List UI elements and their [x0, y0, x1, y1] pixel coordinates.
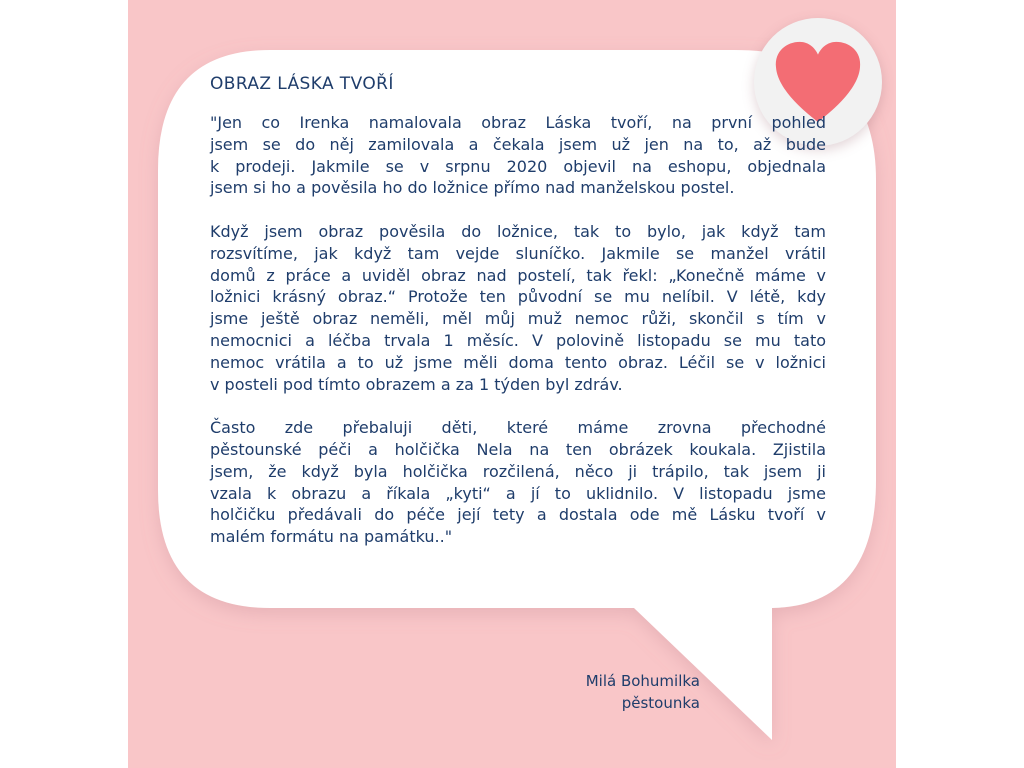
text-line: v posteli pod tímto obrazem a za 1 týden byl zdráv.: [210, 374, 623, 394]
text-line: nemocnici a léčba trvala 1 měsíc. V polovině listopadu se mu tato: [210, 330, 826, 350]
testimonial-title: OBRAZ LÁSKA TVOŘÍ: [210, 74, 394, 94]
testimonial-body: [210, 112, 826, 570]
signature: [586, 670, 700, 714]
testimonial-paragraph: [210, 417, 826, 548]
text-line: jsem se do něj zamilovala a čekala jsem už jen na to, až bude: [210, 134, 826, 154]
signature-role: pěstounka: [621, 694, 700, 712]
text-line: domů z práce a uviděl obraz nad postelí, tak řekl: „Konečně máme v: [210, 265, 826, 285]
text-line: k prodeji. Jakmile se v srpnu 2020 objevil na eshopu, objednala: [210, 156, 826, 176]
text-line: Často zde přebaluji děti, které máme zrovna přechodné: [210, 418, 826, 438]
text-line: pěstounské péči a holčička Nela na ten obrázek koukala. Zjistila: [210, 439, 826, 459]
text-line: ložnici krásný obraz.“ Protože ten původní se mu nelíbil. V létě, kdy: [210, 287, 826, 307]
testimonial-paragraph: [210, 112, 826, 199]
text-line: jsme ještě obraz neměli, měl můj muž nemoc růži, skončil s tím v: [210, 309, 826, 329]
text-line: jsem si ho a pověsila ho do ložnice přímo nad manželskou postel.: [210, 178, 735, 198]
text-line: Když jsem obraz pověsila do ložnice, tak to bylo, jak když tam: [210, 221, 826, 241]
text-line: vzala k obrazu a říkala „kyti“ a jí to uklidnilo. V listopadu jsme: [210, 483, 826, 503]
text-line: rozsvítíme, jak když tam vejde sluníčko. Jakmile se manžel vrátil: [210, 243, 826, 263]
signature-name: Milá Bohumilka: [585, 672, 700, 690]
text-line: nemoc vrátila a to už jsme měli doma tento obraz. Léčil se v ložnici: [210, 352, 826, 372]
text-line: malém formátu na památku..": [210, 527, 453, 547]
text-line: holčičku předávali do péče její tety a dostala ode mě Lásku tvoří v: [210, 505, 826, 525]
testimonial-card: [128, 0, 896, 768]
text-line: jsem, že když byla holčička rozčilená, něco ji trápilo, tak jsem ji: [210, 461, 826, 481]
testimonial-paragraph: [210, 221, 826, 395]
text-line: "Jen co Irenka namalovala obraz Láska tvoří, na první pohled: [210, 113, 826, 132]
